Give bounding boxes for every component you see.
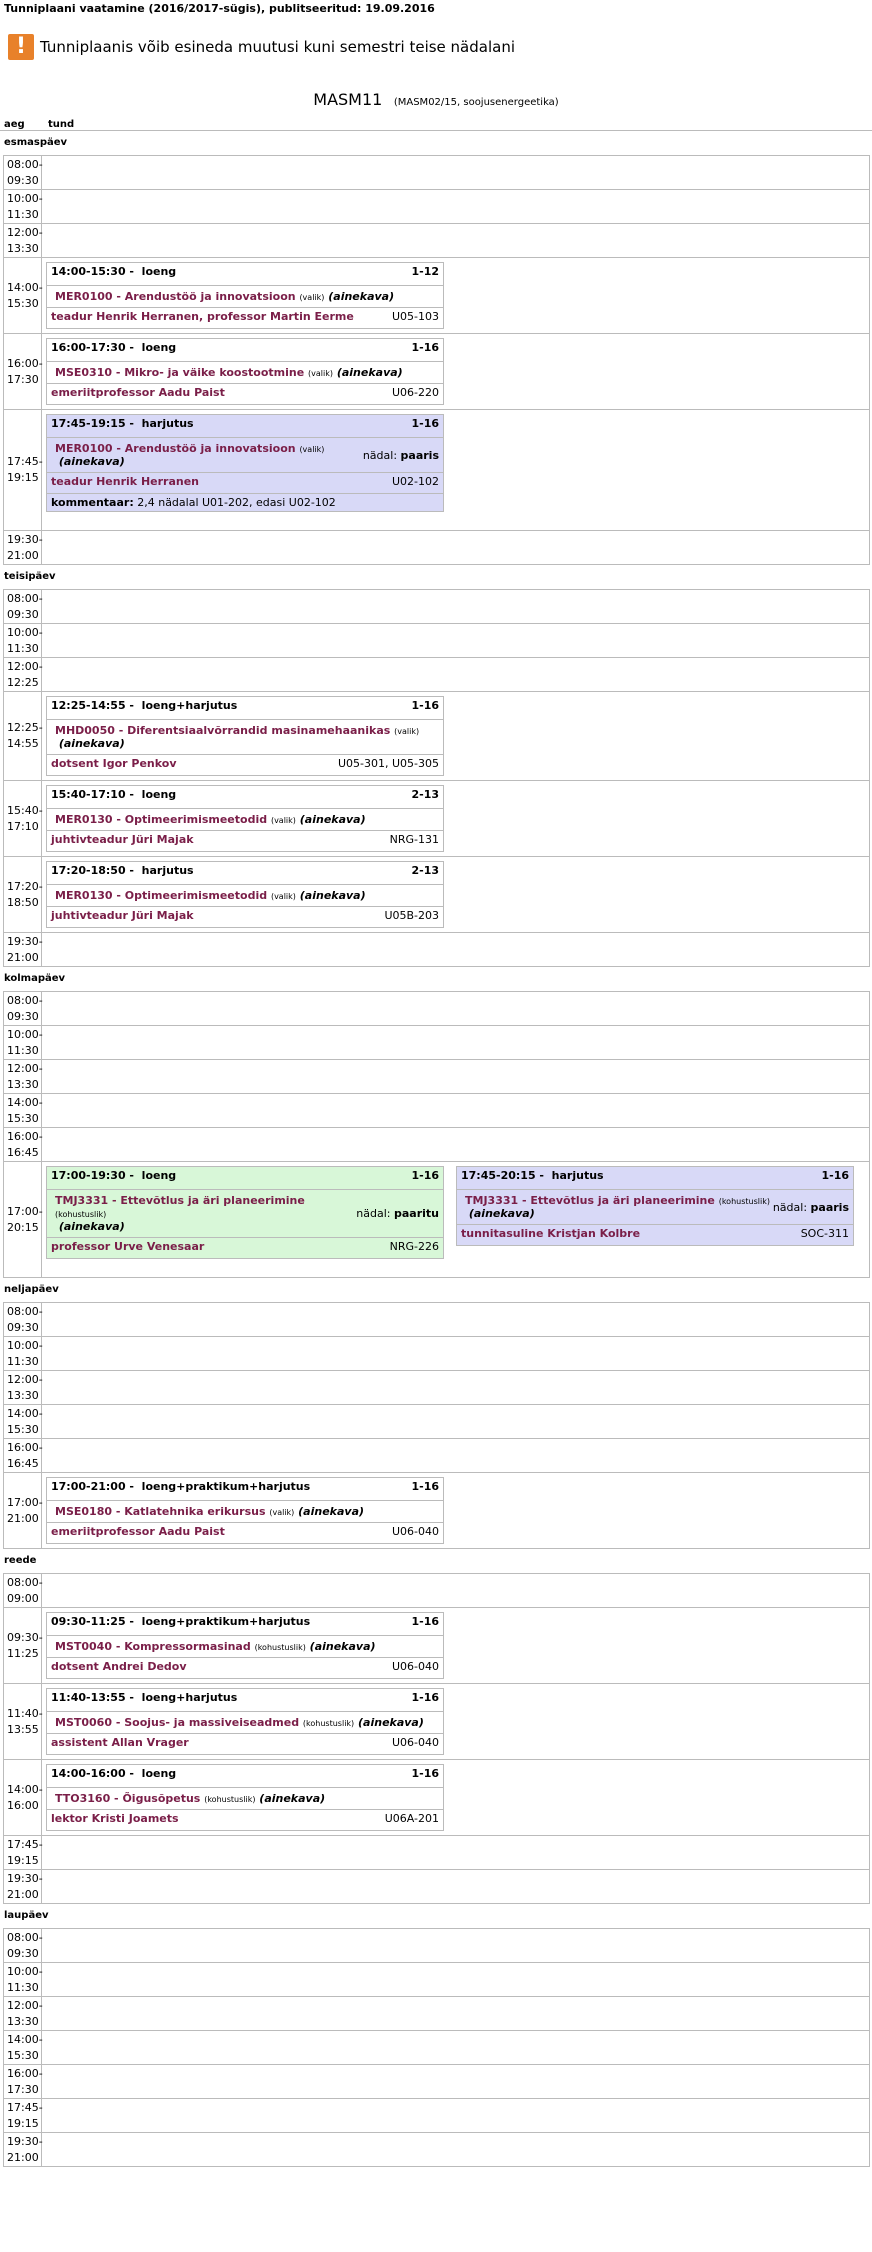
course-link[interactable]: MHD0050 - Diferentsiaalvõrrandid masinamehaanikas (55, 724, 391, 737)
lesson-weeks: 1-16 (411, 341, 439, 354)
course-kind: (kohustuslik) (302, 1719, 355, 1728)
lesson-card[interactable] (46, 1764, 444, 1831)
course-link[interactable]: MER0130 - Optimeerimismeetodid (55, 813, 268, 826)
room-label: U06A-201 (384, 1812, 439, 1825)
course-kind: (valik) (299, 293, 325, 302)
group-code: MASM11 (313, 90, 383, 109)
time-slot: 16:00- 16:45 (4, 1128, 42, 1161)
day-table-wednesday (3, 991, 870, 1278)
course-kind: (kohustuslik) (204, 1795, 256, 1804)
syllabus-link[interactable]: (ainekava) (299, 889, 366, 902)
syllabus-link[interactable]: (ainekava) (309, 1640, 376, 1653)
course-link[interactable]: MST0060 - Soojus- ja massiveiseadmed (55, 1716, 300, 1729)
lesson-weeks: 1-16 (411, 417, 439, 430)
lesson-type: loeng+praktikum+harjutus (141, 1480, 311, 1493)
page-header: Tunniplaani vaatamine (2016/2017-sügis), publitseeritud: 19.09.2016 (4, 2, 435, 15)
teacher-link[interactable]: teadur Henrik Herranen, professor Martin Eerme (51, 310, 354, 323)
lesson-type: harjutus (141, 417, 194, 430)
syllabus-link[interactable]: (ainekava) (58, 737, 125, 750)
lesson-card[interactable] (46, 1688, 444, 1755)
time-slot: 08:00- 09:30 (4, 992, 42, 1025)
course-kind: (valik) (269, 1508, 295, 1517)
room-label: U02-102 (391, 475, 439, 488)
time-slot: 17:45- 19:15 (4, 2099, 42, 2132)
week-parity-value: paaris (810, 1200, 849, 1214)
week-parity-label: nädal: (356, 1207, 391, 1220)
lesson-weeks: 1-16 (411, 1480, 439, 1493)
syllabus-link[interactable]: (ainekava) (328, 290, 395, 303)
syllabus-link[interactable]: (ainekava) (336, 366, 403, 379)
teacher-link[interactable]: assistent Allan Vrager (51, 1736, 189, 1749)
lesson-weeks: 1-12 (411, 265, 439, 278)
syllabus-link[interactable]: (ainekava) (299, 813, 366, 826)
course-kind: (kohustuslik) (718, 1197, 770, 1206)
lesson-time: 14:00-15:30 - (51, 265, 134, 278)
day-label-monday: esmaspäev (4, 137, 68, 148)
room-label: U06-040 (391, 1660, 439, 1673)
time-slot: 08:00- 09:30 (4, 1303, 42, 1336)
comment-label: kommentaar: (51, 496, 134, 509)
day-table-thursday (3, 1302, 870, 1549)
lesson-time: 17:45-19:15 - (51, 417, 134, 430)
course-kind: (kohustuslik) (55, 1210, 107, 1219)
teacher-link[interactable]: emeriitprofessor Aadu Paist (51, 1525, 225, 1538)
lesson-time: 09:30-11:25 - (51, 1615, 134, 1628)
lesson-time: 16:00-17:30 - (51, 341, 134, 354)
lesson-time: 14:00-16:00 - (51, 1767, 134, 1780)
lesson-weeks: 1-16 (411, 1615, 439, 1628)
lesson-card[interactable] (46, 1612, 444, 1679)
lesson-card[interactable] (46, 785, 444, 852)
room-label: U06-220 (391, 386, 439, 399)
page-title (0, 90, 872, 112)
time-slot: 12:00- 12:25 (4, 658, 42, 691)
time-slot: 12:00- 13:30 (4, 1371, 42, 1404)
week-parity-value: paaritu (393, 1207, 439, 1220)
lesson-type: loeng+harjutus (141, 699, 238, 712)
column-lesson: tund (48, 119, 75, 130)
course-link[interactable]: MER0130 - Optimeerimismeetodid (55, 889, 268, 902)
time-slot: 14:00- 16:00 (4, 1760, 42, 1835)
lesson-type: loeng (141, 341, 177, 354)
time-slot: 11:40- 13:55 (4, 1684, 42, 1759)
time-slot: 19:30- 21:00 (4, 531, 42, 564)
lesson-type: harjutus (551, 1169, 604, 1182)
time-slot: 17:00- 21:00 (4, 1473, 42, 1548)
time-slot: 19:30- 21:00 (4, 933, 42, 966)
day-label-thursday: neljapäev (4, 1284, 59, 1295)
course-kind: (kohustuslik) (254, 1643, 306, 1652)
column-headers (0, 112, 872, 131)
lesson-time: 17:00-19:30 - (51, 1169, 134, 1182)
time-slot: 14:00- 15:30 (4, 258, 42, 333)
teacher-link[interactable]: emeriitprofessor Aadu Paist (51, 386, 225, 399)
lesson-weeks: 1-16 (411, 1767, 439, 1780)
time-slot: 17:00- 20:15 (4, 1162, 42, 1277)
lesson-card[interactable] (46, 1166, 444, 1259)
lesson-weeks: 2-13 (411, 788, 439, 801)
teacher-link[interactable]: tunnitasuline Kristjan Kolbre (461, 1227, 641, 1240)
week-parity-label: nädal: (772, 1200, 808, 1214)
teacher-link[interactable]: professor Urve Venesaar (51, 1240, 205, 1253)
syllabus-link[interactable]: (ainekava) (58, 455, 125, 468)
lesson-card[interactable] (456, 1166, 854, 1246)
time-slot: 08:00- 09:00 (4, 1574, 42, 1607)
lesson-card[interactable] (46, 1477, 444, 1544)
comment-text: 2,4 nädalal U01-202, edasi U02-102 (133, 496, 336, 509)
warning-banner (0, 32, 872, 62)
lesson-type: loeng (141, 265, 177, 278)
course-link[interactable]: MSE0180 - Katlatehnika erikursus (55, 1505, 266, 1518)
time-slot: 10:00- 11:30 (4, 1026, 42, 1059)
warning-text: Tunniplaanis võib esineda muutusi kuni semestri teise nädalani (40, 38, 515, 56)
lesson-weeks: 1-16 (411, 1169, 439, 1182)
course-kind: (valik) (270, 892, 296, 901)
day-table-friday (3, 1573, 870, 1904)
time-slot: 10:00- 11:30 (4, 1337, 42, 1370)
time-slot: 12:00- 13:30 (4, 1997, 42, 2030)
lesson-card[interactable] (46, 262, 444, 329)
lesson-type: loeng (141, 1169, 177, 1182)
lesson-time: 15:40-17:10 - (51, 788, 134, 801)
room-label: U06-040 (391, 1525, 439, 1538)
time-slot: 12:00- 13:30 (4, 224, 42, 257)
time-slot: 17:45- 19:15 (4, 410, 42, 530)
time-slot: 10:00- 11:30 (4, 190, 42, 223)
lesson-time: 17:00-21:00 - (51, 1480, 134, 1493)
syllabus-link[interactable]: (ainekava) (58, 1220, 125, 1233)
lesson-type: harjutus (141, 864, 194, 877)
time-slot: 15:40- 17:10 (4, 781, 42, 856)
time-slot: 08:00- 09:30 (4, 590, 42, 623)
day-label-wednesday: kolmapäev (4, 973, 66, 984)
time-slot: 14:00- 15:30 (4, 1405, 42, 1438)
course-link[interactable]: TTO3160 - Õigusõpetus (55, 1792, 201, 1805)
course-link[interactable]: MSE0310 - Mikro- ja väike koostootmine (55, 366, 305, 379)
lesson-time: 17:20-18:50 - (51, 864, 134, 877)
teacher-link[interactable]: lektor Kristi Joamets (51, 1812, 179, 1825)
time-slot: 08:00- 09:30 (4, 1929, 42, 1962)
course-kind: (valik) (270, 816, 296, 825)
day-table-monday (3, 155, 870, 565)
room-label: NRG-226 (389, 1240, 439, 1253)
teacher-link[interactable]: dotsent Igor Penkov (51, 757, 177, 770)
day-label-tuesday: teisipäev (4, 571, 56, 582)
lesson-type: loeng (141, 1767, 177, 1780)
course-link[interactable]: MER0100 - Arendustöö ja innovatsioon (55, 290, 296, 303)
lesson-type: loeng (141, 788, 177, 801)
syllabus-link[interactable]: (ainekava) (298, 1505, 365, 1518)
course-kind: (valik) (394, 727, 420, 736)
time-slot: 12:25- 14:55 (4, 692, 42, 780)
lesson-card[interactable] (46, 696, 444, 776)
time-slot: 17:45- 19:15 (4, 1836, 42, 1869)
time-slot: 12:00- 13:30 (4, 1060, 42, 1093)
lesson-card[interactable] (46, 861, 444, 928)
syllabus-link[interactable]: (ainekava) (259, 1792, 326, 1805)
course-kind: (valik) (299, 445, 325, 454)
lesson-card[interactable] (46, 414, 444, 512)
teacher-link[interactable]: juhtivteadur Jüri Majak (51, 833, 194, 846)
lesson-weeks: 1-16 (411, 1691, 439, 1704)
course-link[interactable]: MER0100 - Arendustöö ja innovatsioon (55, 442, 296, 455)
time-slot: 08:00- 09:30 (4, 156, 42, 189)
column-time: aeg (4, 119, 25, 130)
room-label: NRG-131 (389, 833, 439, 846)
lesson-time: 12:25-14:55 - (51, 699, 134, 712)
lesson-type: loeng+praktikum+harjutus (141, 1615, 311, 1628)
syllabus-link[interactable]: (ainekava) (468, 1207, 535, 1220)
lesson-time: 11:40-13:55 - (51, 1691, 134, 1704)
lesson-weeks: 1-16 (821, 1169, 849, 1182)
room-label: U05-301, U05-305 (337, 757, 439, 770)
day-label-saturday: laupäev (4, 1910, 49, 1921)
room-label: U05-103 (391, 310, 439, 323)
teacher-link[interactable]: teadur Henrik Herranen (51, 475, 200, 488)
time-slot: 09:30- 11:25 (4, 1608, 42, 1683)
lesson-weeks: 2-13 (411, 864, 439, 877)
day-table-tuesday (3, 589, 870, 967)
syllabus-link[interactable]: (ainekava) (358, 1716, 424, 1729)
course-link[interactable]: TMJ3331 - Ettevõtlus ja äri planeerimine (465, 1194, 715, 1207)
course-kind: (valik) (308, 369, 333, 378)
room-label: SOC-311 (800, 1227, 849, 1240)
time-slot: 14:00- 15:30 (4, 2031, 42, 2064)
week-parity-label: nädal: (362, 448, 398, 462)
day-table-saturday (3, 1928, 870, 2167)
time-slot: 19:30- 21:00 (4, 1870, 42, 1903)
lesson-type: loeng+harjutus (141, 1691, 238, 1704)
teacher-link[interactable]: juhtivteadur Jüri Majak (51, 909, 194, 922)
time-slot: 14:00- 15:30 (4, 1094, 42, 1127)
room-label: U05B-203 (384, 909, 439, 922)
warning-icon: ! (8, 34, 34, 60)
lesson-weeks: 1-16 (411, 699, 439, 712)
time-slot: 16:00- 17:30 (4, 2065, 42, 2098)
day-label-friday: reede (4, 1555, 37, 1566)
time-slot: 16:00- 16:45 (4, 1439, 42, 1472)
time-slot: 17:20- 18:50 (4, 857, 42, 932)
lesson-card[interactable] (46, 338, 444, 405)
course-link[interactable]: MST0040 - Kompressormasinad (55, 1640, 251, 1653)
teacher-link[interactable]: dotsent Andrei Dedov (51, 1660, 187, 1673)
lesson-time: 17:45-20:15 - (461, 1169, 544, 1182)
week-parity-value: paaris (400, 448, 439, 462)
group-description: (MASM02/15, soojusenergeetika) (393, 97, 559, 108)
room-label: U06-040 (391, 1736, 439, 1749)
course-link[interactable]: TMJ3331 - Ettevõtlus ja äri planeerimine (55, 1194, 305, 1207)
time-slot: 16:00- 17:30 (4, 334, 42, 409)
time-slot: 19:30- 21:00 (4, 2133, 42, 2166)
time-slot: 10:00- 11:30 (4, 1963, 42, 1996)
time-slot: 10:00- 11:30 (4, 624, 42, 657)
